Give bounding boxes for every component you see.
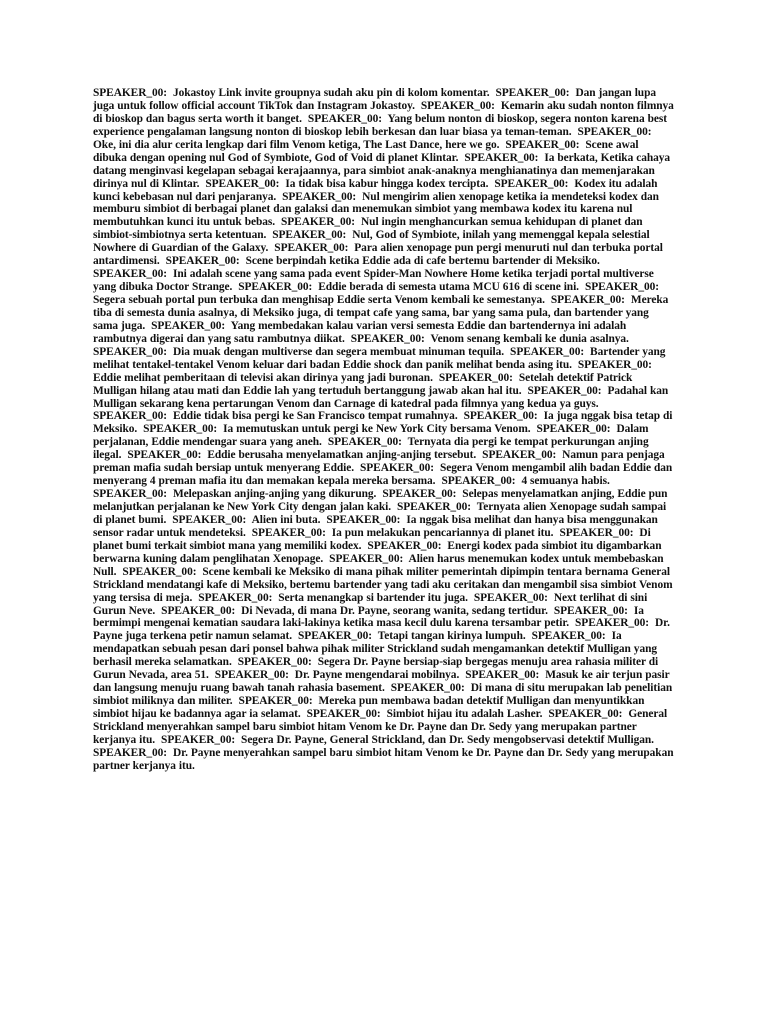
transcript-body [93, 87, 675, 773]
transcript-text: SPEAKER_00: Jokastoy Link invite groupnya sudah aku pin di kolom komentar. SPEAKER_00: Dan jangan lupa juga untuk follow official account TikTok dan Instagram Jokastoy. SPEAKER_00: Kemarin aku sudah nonton filmnya di bioskop dan bagus serta worth it banget. SPEAKER_00: Yang belum nonton di bioskop, segera nonton karena best experience pengalaman langsung nonton di bioskop lebih berkesan dan luar biasa ya teman-teman. SPEAKER_00: Oke, ini dia alur cerita lengkap dari film Venom ketiga, The Last Dance, here we go. SPEAKER_00: Scene awal dibuka dengan opening nul God of Symbiote, God of Void di planet Klintar. SPEAKER_00: Ia berkata, Ketika cahaya datang menginvasi kegelapan sebagai kerajaannya, para simbiot anak-anaknya menghianatinya dan memenjarakan dirinya nul di Klintar. SPEAKER_00: Ia tidak bisa kabur hingga kodex tercipta. SPEAKER_00: Kodex itu adalah kunci kebebasan nul dari penjaranya. SPEAKER_00: Nul mengirim alien xenopage ketika ia mendeteksi kodex dan memburu simbiot di berbagai planet dan galaksi dan menemukan simbiot yang membawa kodex itu karena nul membutuhkan kunci itu untuk bebas. SPEAKER_00: Nul ingin menghancurkan semua kehidupan di planet dan simbiot-simbiotnya serta ketentuan. SPEAKER_00: Nul, God of Symbiote, inilah yang memenggal kepala selestial Nowhere di Guardian of the Galaxy. SPEAKER_00: Para alien xenopage pun pergi menuruti nul dan terbuka portal antardimensi. SPEAKER_00: Scene berpindah ketika Eddie ada di cafe bertemu bartender di Meksiko. SPEAKER_00: Ini adalah scene yang sama pada event Spider-Man Nowhere Home ketika terjadi portal multiverse yang dibuka Doctor Strange. SPEAKER_00: Eddie berada di semesta utama MCU 616 di scene ini. SPEAKER_00: Segera sebuah portal pun terbuka dan menghisap Eddie serta Venom kembali ke semestanya. SPEAKER_00: Mereka tiba di semesta dunia asalnya, di Meksiko juga, di tempat cafe yang sama, bar yang sama pula, dan bartender yang sama juga. SPEAKER_00: Yang membedakan kalau varian versi semesta Eddie dan bartendernya ini adalah rambutnya digerai dan yang satu rambutnya diikat. SPEAKER_00: Venom senang kembali ke dunia asalnya. SPEAKER_00: Dia muak dengan multiverse dan segera membuat minuman tequila. SPEAKER_00: Bartender yang melihat tentakel-tentakel Venom keluar dari badan Eddie shock dan panik melihat benda asing itu. SPEAKER_00: Eddie melihat pemberitaan di televisi akan dirinya yang jadi buronan. SPEAKER_00: Setelah detektif Patrick Mulligan hilang atau mati dan Eddie lah yang tertuduh bertanggung jawab akan hal itu. SPEAKER_00: Padahal kan Mulligan sekarang kena pertarungan Venom dan Carnage di katedral pada filmnya yang kedua ya guys. SPEAKER_00: Eddie tidak bisa pergi ke San Francisco tempat rumahnya. SPEAKER_00: Ia juga nggak bisa tetap di Meksiko. SPEAKER_00: Ia memutuskan untuk pergi ke New York City bersama Venom. SPEAKER_00: Dalam perjalanan, Eddie mendengar suara yang aneh. SPEAKER_00: Ternyata dia pergi ke tempat perkurungan anjing ilegal. SPEAKER_00: Eddie berusaha menyelamatkan anjing-anjing tersebut. SPEAKER_00: Namun para penjaga preman mafia sudah bersiap untuk menyerang Eddie. SPEAKER_00: Segera Venom mengambil alih badan Eddie dan menyerang 4 preman mafia itu dan memakan kepala mereka bersama. SPEAKER_00: 4 semuanya habis. SPEAKER_00: Melepaskan anjing-anjing yang dikurung. SPEAKER_00: Selepas menyelamatkan anjing, Eddie pun melanjutkan perjalanan ke New York City dengan jalan kaki. SPEAKER_00: Ternyata alien Xenopage sudah sampai di planet bumi. SPEAKER_00: Alien ini buta. SPEAKER_00: Ia nggak bisa melihat dan hanya bisa menggunakan sensor radar untuk mendeteksi. SPEAKER_00: Ia pun melakukan pencariannya di planet itu. SPEAKER_00: Di planet bumi terkait simbiot mana yang memiliki kodex. SPEAKER_00: Energi kodex pada simbiot itu digambarkan berwarna kuning dalam penglihatan Xenopage. SPEAKER_00: Alien harus menemukan kodex untuk membebaskan Null. SPEAKER_00: Scene kembali ke Meksiko di mana pihak militer pemerintah dipimpin tentara bernama General Strickland mendatangi kafe di Meksiko, bertemu bartender yang tadi aku ceritakan dan mengambil sisa simbiot Venom yang tersisa di meja. SPEAKER_00: Serta menangkap si bartender itu juga. SPEAKER_00: Next terlihat di sini Gurun Neve. SPEAKER_00: Di Nevada, di mana Dr. Payne, seorang wanita, sedang tertidur. SPEAKER_00: Ia bermimpi mengenai kematian saudara laki-lakinya ketika masa kecil dulu karena tersambar petir. SPEAKER_00: Dr. Payne juga terkena petir namun selamat. SPEAKER_00: Tetapi tangan kirinya lumpuh. SPEAKER_00: Ia mendapatkan sebuah pesan dari ponsel bahwa pihak militer Strickland sudah mengamankan detektif Mulligan yang berhasil mereka selamatkan. SPEAKER_00: Segera Dr. Payne bersiap-siap bergegas menuju area rahasia militer di Gurun Nevada, area 51. SPEAKER_00: Dr. Payne mengendarai mobilnya. SPEAKER_00: Masuk ke air terjun pasir dan langsung menuju ruang bawah tanah rahasia basement. SPEAKER_00: Di mana di situ merupakan lab penelitian simbiot miliknya dan militer. SPEAKER_00: Mereka pun membawa badan detektif Mulligan dan menyuntikkan simbiot hijau ke badannya agar ia selamat. SPEAKER_00: Simbiot hijau itu adalah Lasher. SPEAKER_00: General Strickland menyerahkan sampel baru simbiot hitam Venom ke Dr. Payne dan Dr. Sedy yang merupakan partner kerjanya itu. SPEAKER_00: Segera Dr. Payne, General Strickland, dan Dr. Sedy mengobservasi detektif Mulligan. SPEAKER_00: Dr. Payne menyerahkan sampel baru simbiot hitam Venom ke Dr. Payne dan Dr. Sedy yang merupakan partner kerjanya itu. [93, 87, 677, 772]
